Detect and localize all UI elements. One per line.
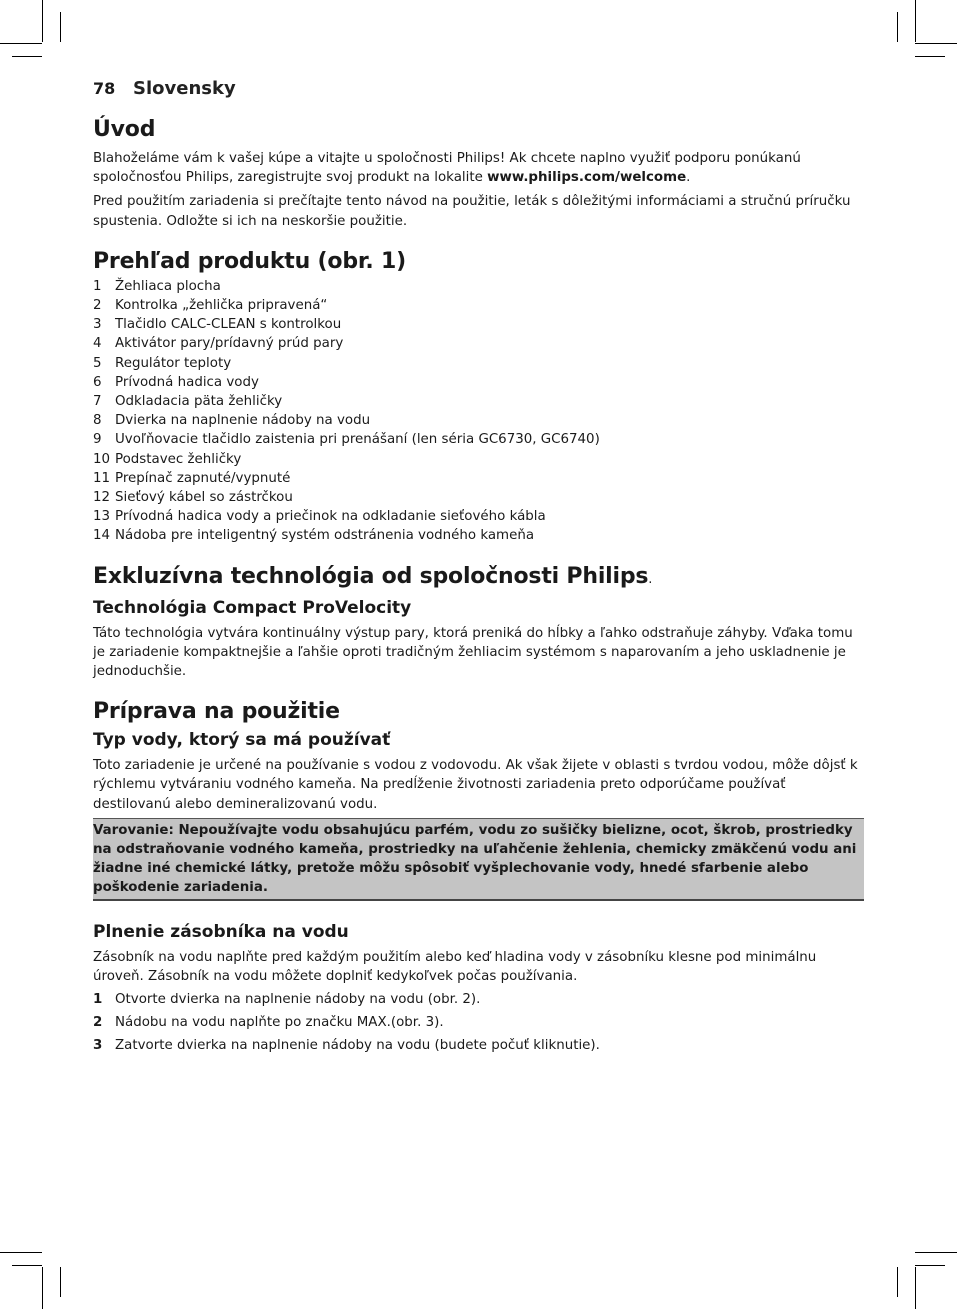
overview-item-number: 14 bbox=[93, 528, 111, 544]
overview-item bbox=[93, 334, 864, 353]
overview-item-text: Regulátor teploty bbox=[115, 355, 232, 371]
fill-step-number: 3 bbox=[93, 1038, 103, 1054]
intro-paragraph-1 bbox=[93, 149, 864, 187]
overview-item bbox=[93, 277, 864, 296]
overview-item bbox=[93, 354, 864, 373]
crop-mark bbox=[0, 1252, 42, 1253]
water-type-subtitle: Typ vody, ktorý sa má používať bbox=[93, 730, 391, 751]
crop-mark bbox=[915, 0, 916, 42]
overview-item bbox=[93, 392, 864, 411]
overview-item-number: 9 bbox=[93, 432, 102, 448]
overview-item-number: 7 bbox=[93, 394, 102, 410]
overview-item bbox=[93, 488, 864, 507]
crop-mark bbox=[915, 1267, 916, 1309]
crop-mark bbox=[0, 43, 42, 44]
crop-mark bbox=[42, 0, 43, 42]
technology-subtitle: Technológia Compact ProVelocity bbox=[93, 597, 412, 618]
crop-mark bbox=[42, 1267, 43, 1309]
crop-mark bbox=[915, 1265, 945, 1266]
crop-mark bbox=[60, 1267, 61, 1297]
overview-item-text: Prívodná hadica vody bbox=[115, 374, 259, 390]
water-type-text: Toto zariadenie je určené na používanie s vodou z vodovodu. Ak však žijete v oblasti s tvrdou vodou, môže dôjsť k rýchlemu vytváraniu vodného kameňa. Na predĺženie životnosti zariadenia preto odporúčame používať destilovanú alebo demineralizovanú vodu. bbox=[93, 758, 858, 812]
section-intro bbox=[93, 116, 864, 231]
fill-tank-text: Zásobník na vodu naplňte pred každým použitím alebo keď hladina vody v zásobníku klesne pod minimálnu úroveň. Zásobník na vodu môžete doplniť kedykoľvek počas používania. bbox=[93, 949, 817, 984]
overview-item-text: Žehliaca plocha bbox=[115, 278, 221, 294]
page-number: 78 bbox=[93, 79, 116, 98]
fill-step-text: Nádobu na vodu naplňte po značku MAX.(obr. 3). bbox=[115, 1015, 444, 1031]
page-language: Slovensky bbox=[133, 78, 236, 99]
crop-mark bbox=[915, 1252, 957, 1253]
page-content bbox=[93, 78, 864, 1059]
preparation-title: Príprava na použitie bbox=[93, 699, 340, 725]
overview-item-number: 6 bbox=[93, 374, 102, 390]
overview-item-number: 11 bbox=[93, 470, 111, 486]
overview-item bbox=[93, 373, 864, 392]
overview-item bbox=[93, 526, 864, 545]
overview-item-number: 13 bbox=[93, 509, 111, 525]
intro-text: Blahoželáme vám k vašej kúpe a vitajte u spoločnosti Philips! Ak chcete naplno využiť podporu ponúkanú spoločnosťou Philips, zaregistrujte svoj produkt na lokalite bbox=[93, 151, 801, 186]
overview-item-number: 3 bbox=[93, 317, 102, 333]
technology-title-text: Exkluzívna technológia od spoločnosti Philips bbox=[93, 563, 649, 589]
overview-list bbox=[93, 277, 864, 546]
crop-mark bbox=[12, 56, 42, 57]
crop-mark bbox=[897, 12, 898, 42]
technology-title-dot: . bbox=[648, 571, 653, 587]
section-overview bbox=[93, 248, 864, 546]
fill-steps-list bbox=[93, 990, 864, 1055]
fill-step-text: Zatvorte dvierka na naplnenie nádoby na vodu (budete počuť kliknutie). bbox=[115, 1038, 600, 1054]
overview-item-text: Odkladacia päta žehličky bbox=[115, 394, 283, 410]
overview-item bbox=[93, 411, 864, 430]
philips-welcome-link[interactable]: www.philips.com/welcome bbox=[487, 170, 687, 186]
crop-mark bbox=[915, 43, 957, 44]
overview-item bbox=[93, 450, 864, 469]
overview-item-number: 12 bbox=[93, 490, 111, 506]
overview-item bbox=[93, 507, 864, 526]
overview-item-text: Tlačidlo CALC-CLEAN s kontrolkou bbox=[115, 317, 342, 333]
overview-item-text: Dvierka na naplnenie nádoby na vodu bbox=[115, 413, 371, 429]
section-technology bbox=[93, 563, 864, 682]
fill-step-text: Otvorte dvierka na naplnenie nádoby na vodu (obr. 2). bbox=[115, 992, 481, 1008]
overview-item-text: Kontrolka „žehlička pripravená“ bbox=[115, 298, 328, 314]
overview-item bbox=[93, 296, 864, 315]
overview-item-number: 1 bbox=[93, 278, 102, 294]
overview-item-text: Uvoľňovacie tlačidlo zaistenia pri prenášaní (len séria GC6730, GC6740) bbox=[115, 432, 600, 448]
overview-item-number: 2 bbox=[93, 298, 102, 314]
fill-step bbox=[93, 1036, 864, 1055]
overview-item-text: Prepínač zapnuté/vypnuté bbox=[115, 470, 291, 486]
section-preparation bbox=[93, 698, 864, 1055]
overview-item bbox=[93, 430, 864, 449]
warning-box: Varovanie: Nepoužívajte vodu obsahujúcu parfém, vodu zo sušičky bielizne, ocot, škrob, prostriedky na odstraňovanie vodného kameňa, prostriedky na uľahčenie žehlenia, chemicky zmäkčenú vodu ani žiadne iné chemické látky, pretože môžu spôsobiť vyšplechovanie vody, hnedé sfarbenie alebo poškodenie zariadenia. bbox=[93, 818, 864, 901]
overview-item-text: Aktivátor pary/prídavný prúd pary bbox=[115, 336, 344, 352]
technology-title bbox=[93, 563, 864, 594]
crop-mark bbox=[12, 1265, 42, 1266]
fill-step-number: 1 bbox=[93, 992, 103, 1008]
overview-title: Prehľad produktu (obr. 1) bbox=[93, 248, 406, 274]
fill-step bbox=[93, 990, 864, 1009]
intro-text-end: . bbox=[686, 170, 691, 186]
crop-mark bbox=[60, 12, 61, 42]
overview-item-text: Podstavec žehličky bbox=[115, 451, 242, 467]
overview-item-text: Prívodná hadica vody a priečinok na odkladanie sieťového kábla bbox=[115, 509, 546, 525]
technology-text: Táto technológia vytvára kontinuálny výstup pary, ktorá preniká do hĺbky a ľahko odstraňuje záhyby. Vďaka tomu je zariadenie kompaktnejšie a ľahšie oproti tradičným žehliacim systémom s naparovaním a jeho uskladnenie je jednoduchšie. bbox=[93, 625, 853, 680]
intro-paragraph-2: Pred použitím zariadenia si prečítajte tento návod na použitie, leták s dôležitými informáciami a stručnú príručku spustenia. Odložte si ich na neskoršie použitie. bbox=[93, 194, 851, 229]
overview-item-number: 8 bbox=[93, 413, 102, 429]
overview-item-number: 10 bbox=[93, 451, 111, 467]
overview-item bbox=[93, 469, 864, 488]
page-header bbox=[93, 78, 864, 106]
overview-item-text: Sieťový kábel so zástrčkou bbox=[115, 490, 293, 506]
overview-item-number: 5 bbox=[93, 355, 102, 371]
fill-step bbox=[93, 1013, 864, 1032]
fill-step-number: 2 bbox=[93, 1015, 103, 1031]
overview-item bbox=[93, 315, 864, 334]
crop-mark bbox=[897, 1267, 898, 1297]
overview-item-text: Nádoba pre inteligentný systém odstránenia vodného kameňa bbox=[115, 528, 535, 544]
overview-item-number: 4 bbox=[93, 336, 102, 352]
crop-mark bbox=[915, 56, 945, 57]
fill-tank-subtitle: Plnenie zásobníka na vodu bbox=[93, 921, 349, 942]
intro-title: Úvod bbox=[93, 117, 156, 142]
